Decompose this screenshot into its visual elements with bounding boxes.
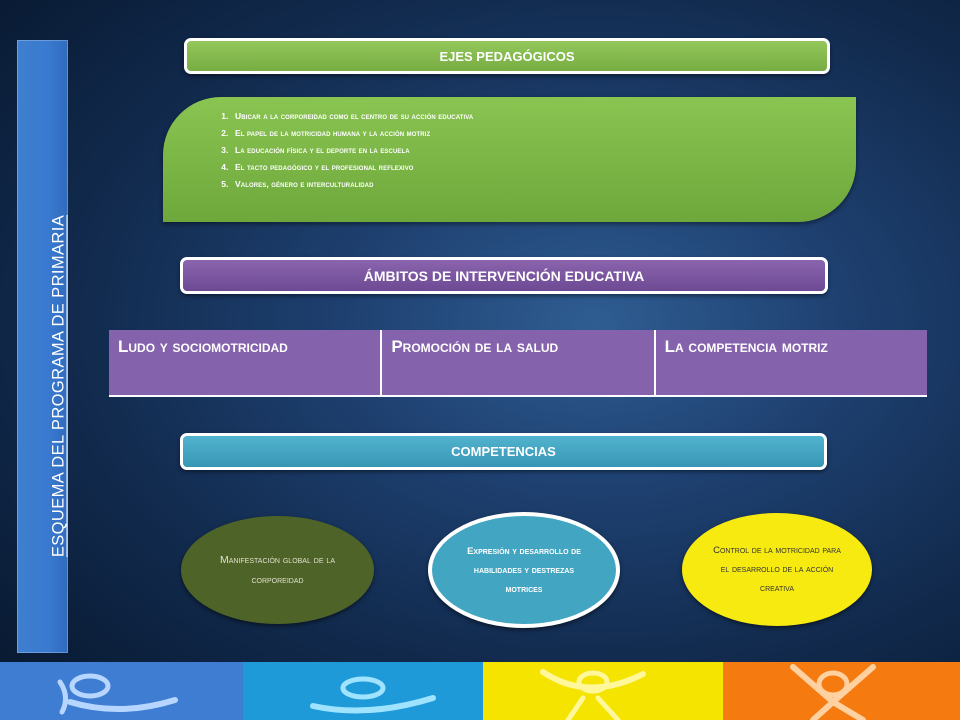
vertical-title: ESQUEMA DEL PROGRAMA DE PRIMARIA	[49, 214, 68, 558]
ejes-item: 5. Valores, género e interculturalidad	[231, 176, 473, 193]
stick-figure-icon	[483, 662, 723, 720]
ambito-cell-ludo: Ludo y sociomotricidad	[118, 337, 288, 356]
ejes-list	[213, 108, 473, 193]
footer-strip-cyan	[243, 662, 483, 720]
footer-strip-yellow	[483, 662, 723, 720]
ejes-item: 4. El tacto pedagógico y el profesional reflexivo	[231, 159, 473, 176]
ejes-list-box	[163, 97, 856, 222]
footer-strip-blue	[0, 662, 243, 720]
ambito-cell-competencia: La competencia motriz	[654, 330, 927, 395]
competencia-corporeidad	[181, 516, 374, 624]
competencia-label: Control de la motricidad para el desarrollo de la acción creativa	[713, 545, 841, 594]
ejes-item: 2. El papel de la motricidad humana y la acción motriz	[231, 125, 473, 142]
ejes-item: 3. La educación física y el deporte en la escuela	[231, 142, 473, 159]
ambito-cell-salud: Promoción de la salud	[380, 330, 653, 395]
footer-strip-orange	[723, 662, 960, 720]
competencia-label: Manifestación global de la corporeidad	[219, 554, 335, 586]
stick-figure-icon	[243, 662, 483, 720]
stick-figure-icon	[0, 662, 243, 720]
competencia-label: Expresión y desarrollo de habilidades y destrezas motrices	[467, 545, 581, 595]
footer-strip	[0, 662, 960, 720]
stick-figure-icon	[723, 662, 960, 720]
competencia-control	[682, 513, 872, 626]
ejes-header: EJES PEDAGÓGICOS	[184, 38, 830, 74]
ambitos-table	[109, 330, 927, 397]
competencias-header: COMPETENCIAS	[180, 433, 827, 470]
competencia-expresion	[428, 512, 620, 628]
ambitos-header: ÁMBITOS DE INTERVENCIÓN EDUCATIVA	[180, 257, 828, 294]
vertical-title-bar	[17, 40, 68, 653]
ejes-item: 1. Ubicar a la corporeidad como el centro de su acción educativa	[231, 108, 473, 125]
